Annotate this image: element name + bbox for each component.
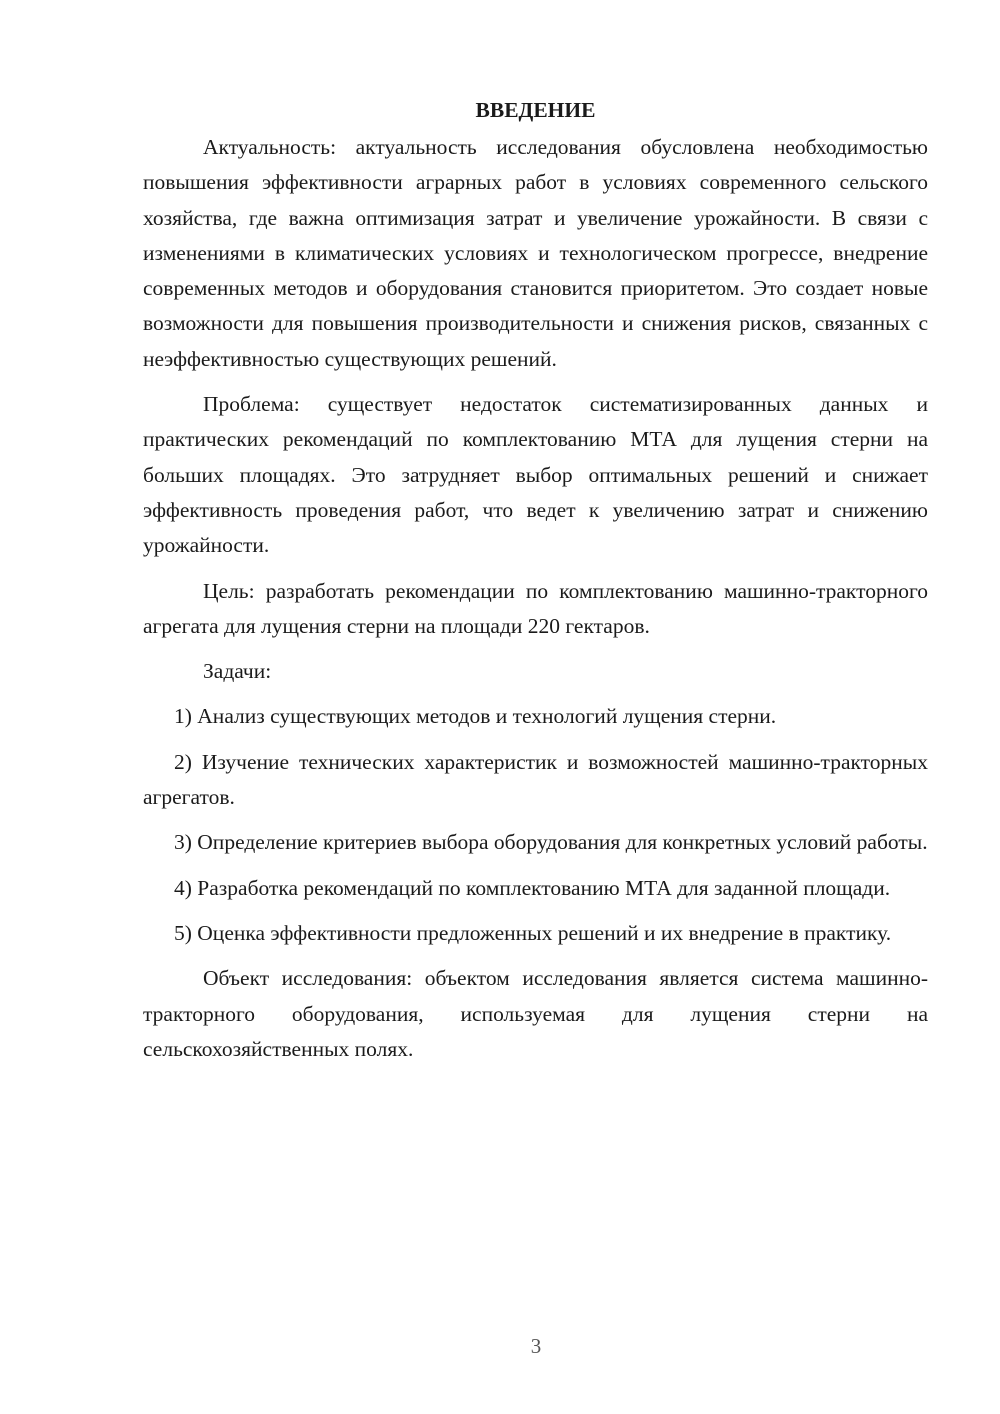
section-title: ВВЕДЕНИЕ <box>475 98 596 122</box>
list-item: 3) Определение критериев выбора оборудования для конкретных условий работы. <box>174 830 928 855</box>
list-item: 5) Оценка эффективности предложенных решений и их внедрение в практику. <box>174 920 892 945</box>
list-item: 4) Разработка рекомендаций по комплектованию МТА для заданной площади. <box>174 875 891 900</box>
paragraph-goal: Цель: разработать рекомендации по комплектованию машинно-тракторного агрегата для лущения стерни на площади 220 гектаров. <box>143 578 928 638</box>
list-item: 2) Изучение технических характеристик и возможностей машинно-тракторных агрегатов. <box>143 749 928 810</box>
paragraph-problem: Проблема: существует недостаток систематизированных данных и практических рекомендаций по комплектованию МТА для лущения стерни на больших площадях. Это затрудняет выбор оптимальных решений и снижает эффективность проведения работ, что ведет к увеличению затрат и снижению урожайности. <box>143 392 928 558</box>
tasks-heading: Задачи: <box>203 659 272 684</box>
page-number: 3 <box>530 1334 542 1358</box>
tasks-list <box>143 699 928 951</box>
document-page <box>143 94 928 1077</box>
paragraph-relevance: Актуальность: актуальность исследования обусловлена необходимостью повышения эффективности аграрных работ в условиях современного сельского хозяйства, где важна оптимизация затрат и увеличение урожайности. В связи с изменениями в климатических условиях и технологическом прогрессе, внедрение современных методов и оборудования становится приоритетом. Это создает новые возможности для повышения производительности и снижения рисков, связанных с неэффективностью существующих решений. <box>143 135 928 371</box>
paragraph-object: Объект исследования: объектом исследования является система машинно-тракторного оборудования, используемая для лущения стерни на сельскохозяйственных полях. <box>143 966 928 1061</box>
list-item: 1) Анализ существующих методов и технологий лущения стерни. <box>174 704 777 729</box>
